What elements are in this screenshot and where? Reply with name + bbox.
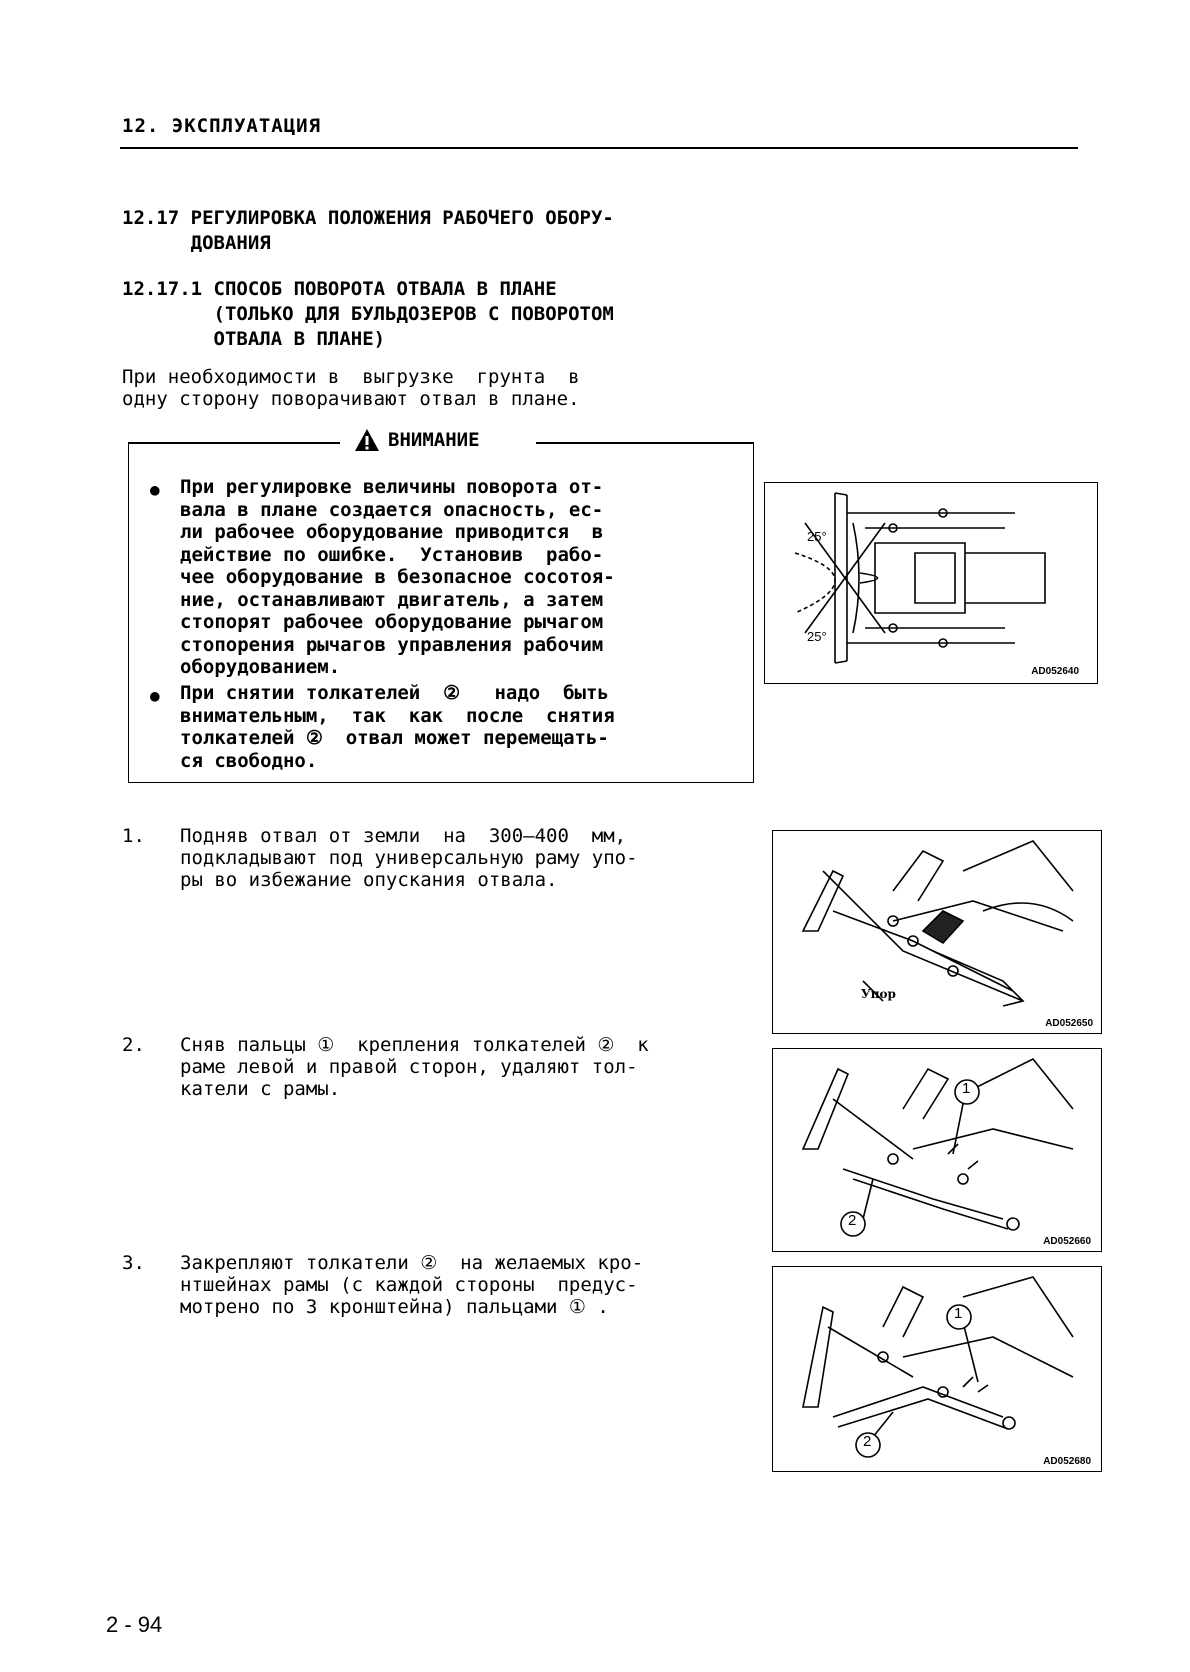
section-title: 12.17 РЕГУЛИРОВКА ПОЛОЖЕНИЯ РАБОЧЕГО ОБОРУ- ДОВАНИЯ bbox=[122, 207, 614, 254]
warning-bullet-2: При снятии толкателей ② надо быть внимательным, так как после снятия толкателей ② отвал может перемещать- ся свободно. bbox=[180, 682, 615, 772]
warning-heading bbox=[350, 428, 484, 452]
callout-2: 2 bbox=[863, 1433, 872, 1450]
figure-remove-pushers bbox=[772, 1048, 1102, 1252]
header-rule bbox=[120, 147, 1078, 149]
refit-pushers-illustration bbox=[773, 1267, 1101, 1471]
figure-code: AD052650 bbox=[1045, 1018, 1093, 1029]
warning-triangle-icon bbox=[354, 428, 380, 452]
remove-pushers-illustration bbox=[773, 1049, 1101, 1251]
step-text: Сняв пальцы ① крепления толкателей ② к раме левой и правой сторон, удаляют тол- катели с рамы. bbox=[180, 1034, 649, 1100]
figure-code: AD052680 bbox=[1043, 1456, 1091, 1467]
step-text: Закрепляют толкатели ② на желаемых кро- нтшейнах рамы (с каждой стороны предус- мотрено по 3 кронштейна) пальцами ① . bbox=[180, 1252, 644, 1318]
step-number: 2. bbox=[122, 1034, 145, 1056]
warning-bullet-1: При регулировке величины поворота от- вала в плане создается опасность, ес- ли рабочее оборудование приводится в действие по ошибке. Установив рабо- чее оборудование в безопасное сосотоя- ние, останавливают двигатель, а затем стопорят рабочее оборудование рычагом стопорения рычагов управления рабочим оборудованием. bbox=[180, 476, 615, 678]
callout-1: 1 bbox=[962, 1080, 971, 1097]
figure-support-blocks bbox=[772, 830, 1102, 1034]
intro-paragraph: При необходимости в выгрузке грунта в одну сторону поворачивают отвал в плане. bbox=[122, 366, 580, 410]
angle-label-top: 25° bbox=[807, 529, 827, 544]
callout-1: 1 bbox=[954, 1305, 963, 1322]
page-number: 2 - 94 bbox=[106, 1612, 163, 1637]
figure-refit-pushers bbox=[772, 1266, 1102, 1472]
angle-label-bottom: 25° bbox=[807, 629, 827, 644]
support-illustration bbox=[773, 831, 1101, 1033]
support-label: Упор bbox=[861, 987, 896, 1001]
warning-bullet-1-dot: ● bbox=[150, 480, 160, 499]
callout-2: 2 bbox=[848, 1212, 857, 1229]
step-number: 1. bbox=[122, 825, 145, 847]
subsection-title: 12.17.1 СПОСОБ ПОВОРОТА ОТВАЛА В ПЛАНЕ (ТОЛЬКО ДЛЯ БУЛЬДОЗЕРОВ С ПОВОРОТОМ ОТВАЛА В ПЛАНЕ) bbox=[122, 278, 614, 350]
step-number: 3. bbox=[122, 1252, 145, 1274]
figure-code: AD052640 bbox=[1031, 666, 1079, 677]
blade-top-view-illustration bbox=[765, 483, 1097, 683]
warning-bullet-2-dot: ● bbox=[150, 686, 160, 705]
step-text: Подняв отвал от земли на 300—400 мм, подкладывают под универсальную раму упо- ры во избежание опускания отвала. bbox=[180, 825, 638, 891]
running-header: 12. ЭКСПЛУАТАЦИЯ bbox=[122, 115, 322, 137]
figure-code: AD052660 bbox=[1043, 1236, 1091, 1247]
figure-blade-angle bbox=[764, 482, 1098, 684]
warning-title: ВНИМАНИЕ bbox=[388, 429, 480, 451]
